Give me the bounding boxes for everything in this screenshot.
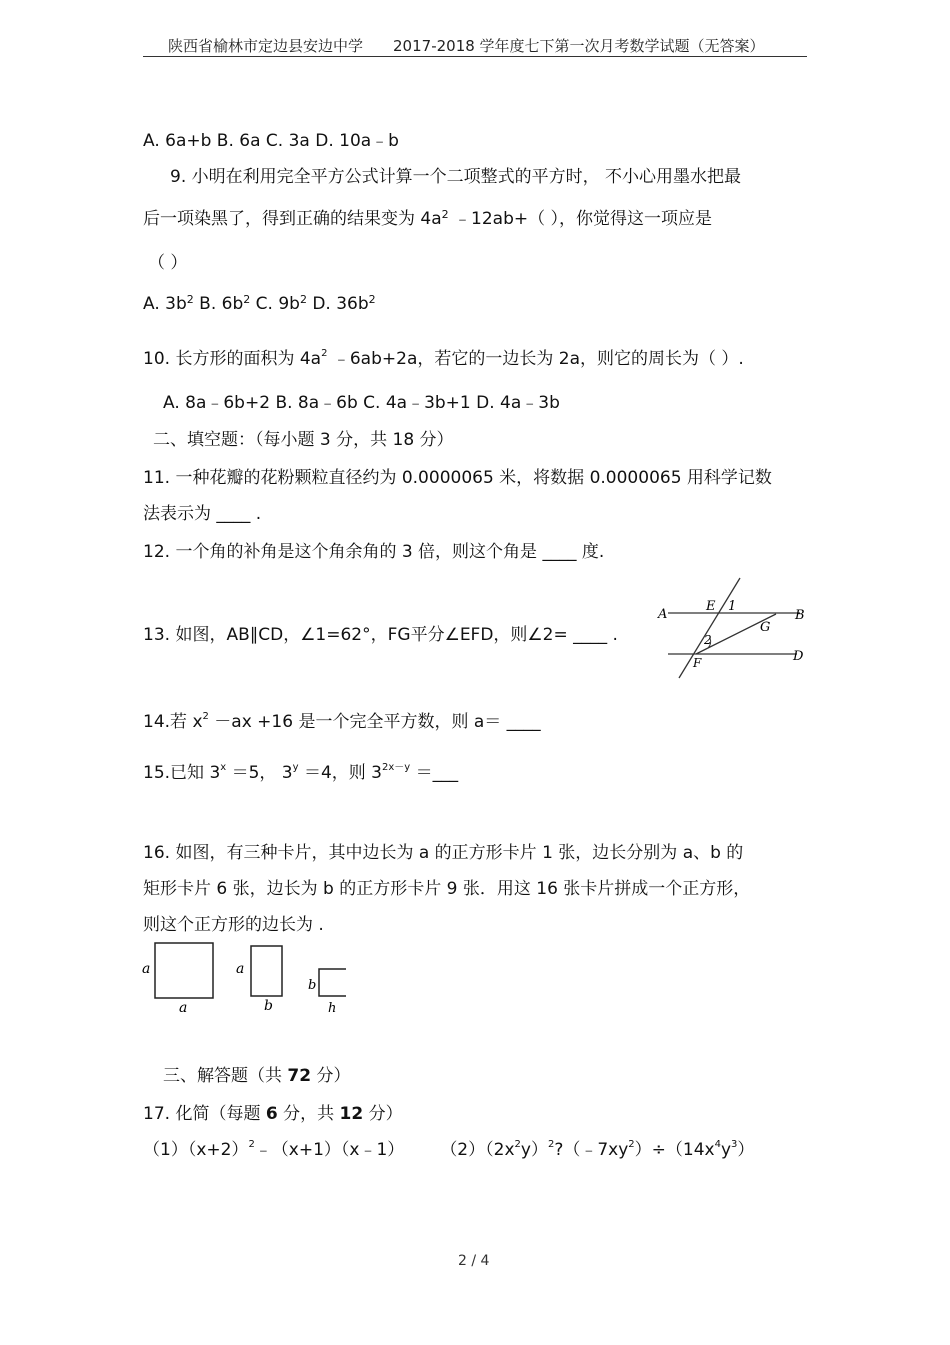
q9-line3: （ ） (148, 253, 188, 273)
square-card-b (319, 969, 346, 996)
square-card-a (155, 943, 213, 998)
q17-part2: $(2)(2x^2y)^2?(﹣7xy^2)\div(14x^4y^3)$ (440, 1139, 755, 1160)
q14: 14.若 $x^2 -ax +16$ 是一个完全平方数，则 a＝ ____ (143, 711, 541, 732)
section2-heading: 二、填空题：（每小题 3 分，共 18 分） (153, 430, 454, 450)
q10-options: A. 8a﹣6b+2 B. 8a﹣6b C. 4a﹣3b+1 D. 4a﹣3b (163, 393, 560, 413)
q9-options: A. $3b^2$ B. $6b^2$ C. $9b^2$ D. $36b^2$ (143, 293, 376, 314)
q16-figure (140, 938, 355, 1018)
label-b: B (795, 608, 805, 623)
q9-line2: 后一项染黑了，得到正确的结果变为 $4a^2$ ﹣12ab+（ ），你觉得这一项应是 (143, 208, 713, 229)
q16-line3: 则这个正方形的边长为 . (143, 915, 324, 935)
label-b-side: b (308, 978, 317, 993)
label-a-bottom: a (179, 1000, 188, 1016)
page-number: 2 / 4 (458, 1253, 490, 1269)
label-e: E (706, 599, 716, 614)
label-rect-b: b (264, 998, 273, 1014)
label-1: 1 (728, 599, 737, 614)
q13-text: 13. 如图，AB∥CD，∠1=62°，FG平分∠EFD，则∠2= ____ . (143, 625, 618, 645)
q17-part1: $(1)(x+2)^2﹣(x+1)(x﹣1)$ (143, 1139, 405, 1160)
q16-line1: 16. 如图，有三种卡片，其中边长为 a 的正方形卡片 1 张，边长分别为 a、b 的 (143, 843, 744, 863)
q15: 15.已知 $3^x =5$， $3^y =4$，则 $3^{2x-y}$ ＝___ (143, 762, 459, 783)
q17-parts (143, 1135, 754, 1160)
label-rect-a: a (236, 961, 245, 977)
label-a: A (658, 607, 668, 622)
label-f: F (693, 656, 702, 670)
q13-figure (652, 574, 814, 682)
rect-card-ab (251, 946, 282, 996)
q11-line1: 11. 一种花瓣的花粉颗粒直径约为 0.0000065 米，将数据 0.0000065 用科学记数 (143, 468, 772, 488)
label-2: 2 (704, 633, 712, 647)
section3-heading: 三、解答题（共 72 分） (163, 1066, 351, 1086)
q9-line1: 9. 小明在利用完全平方公式计算一个二项整式的平方时， 不小心用墨水把最 (170, 167, 742, 187)
header-school: 陕西省榆林市定边县安边中学 (168, 37, 364, 55)
header-exam-title: 2017-2018 学年度七下第一次月考数学试题（无答案） (393, 37, 765, 55)
page-header (168, 35, 765, 56)
label-d: D (793, 649, 804, 664)
line-ef (679, 578, 740, 678)
q10-stem: 10. 长方形的面积为 $4a^2$ ﹣6ab+2a，若它的一边长为 2a，则它的周长为（ ）. (143, 348, 744, 369)
q17-title: 17. 化简（每题 6 分，共 12 分） (143, 1104, 403, 1124)
q8-options: A. 6a+b B. 6a C. 3a D. 10a﹣b (143, 131, 399, 151)
q11-line2: 法表示为 ____ . (143, 504, 262, 524)
q12: 12. 一个角的补角是这个角余角的 3 倍，则这个角是 ____ 度. (143, 542, 605, 562)
label-h: h (328, 1001, 337, 1016)
q16-line2: 矩形卡片 6 张，边长为 b 的正方形卡片 9 张．用这 16 张卡片拼成一个正方形， (143, 879, 751, 899)
header-rule (143, 56, 807, 57)
label-a-side: a (142, 961, 151, 977)
label-g: G (760, 620, 771, 635)
